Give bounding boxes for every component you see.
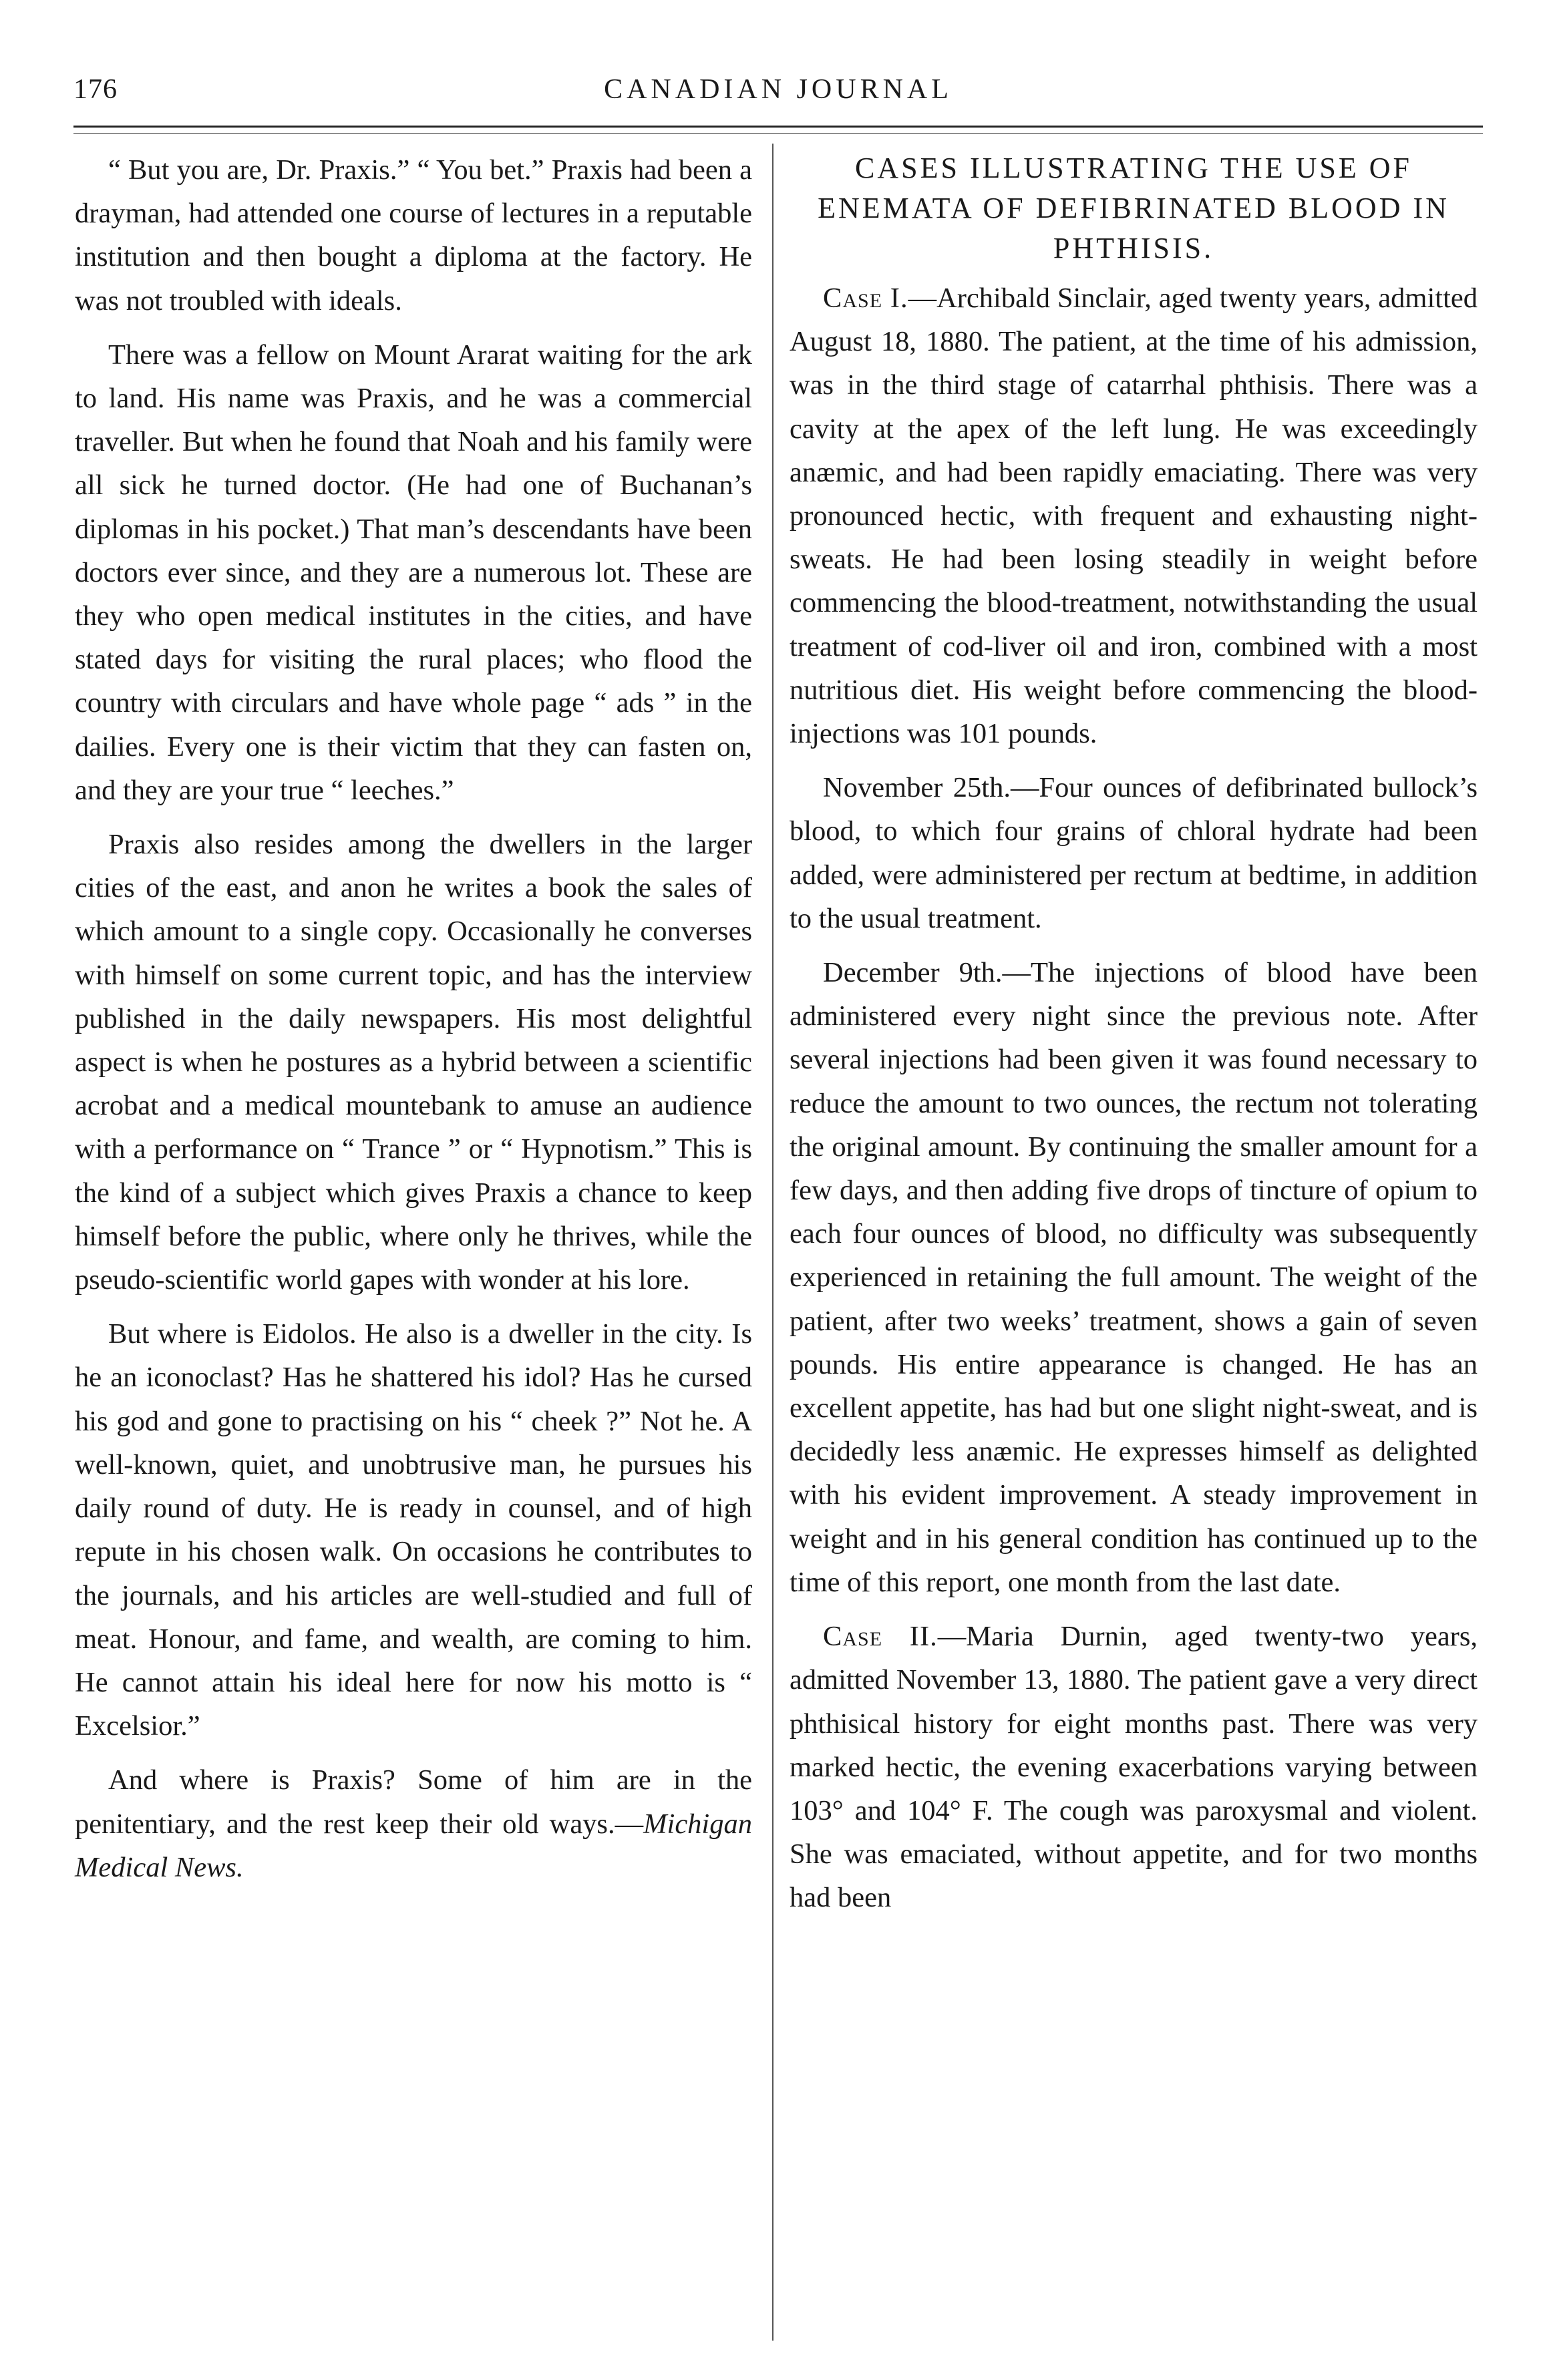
case-text: —Maria Durnin, aged twenty-two years, admitted November 13, 1880. The patient gave a very direct phthisical history for eight months past. There was very marked hectic, the evening exacerbations varying between 103° and 104° F. The cough was paroxysmal and violent. She was emaciated, without appetite, and for two months had been: [790, 1621, 1478, 1914]
case-label: Case II.: [823, 1621, 938, 1653]
closing-paragraph: [75, 1758, 752, 1889]
running-head: CANADIAN JOURNAL: [604, 74, 953, 105]
page-number: 176: [73, 74, 118, 105]
case-text: —Archibald Sinclair, aged twenty years, admitted August 18, 1880. The patient, at the time of his admission, was in the third stage of catarrhal phthisis. There was a cavity at the apex of the left lung. He was exceedingly anæmic, and had been rapidly emaciating. There was very pronounced hectic, with frequent and exhausting night-sweats. He had been losing steadily in weight before commencing the blood-treatment, notwithstanding the usual treatment of cod-liver oil and iron, combined with a most nutritious diet. His weight before commencing the blood-injections was 101 pounds.: [790, 282, 1478, 750]
paragraph: But where is Eidolos. He also is a dweller in the city. Is he an iconoclast? Has he shattered his idol? Has he cursed his god and gone to practising on his “ cheek ?” Not he. A well-known, quiet, and unobtrusive man, he pursues his daily round of duty. He is ready in counsel, and of high repute in his chosen walk. On occasions he contributes to the journals, and his articles are well-studied and full of meat. Honour, and fame, and wealth, are coming to him. He cannot attain his ideal here for now his motto is “ Excelsior.”: [75, 1318, 752, 1742]
header-rule: [73, 126, 1483, 128]
article-title: CASES ILLUSTRATING THE USE OF ENEMATA OF DEFIBRINATED BLOOD IN PHTHISIS.: [818, 152, 1449, 264]
paragraph: Praxis also resides among the dwellers in the larger cities of the east, and anon he writes a book the sales of which amount to a single copy. Occasionally he converses with himself on some current topic, and has the interview published in the daily newspapers. His most delightful aspect is when he postures as a hybrid between a scientific acrobat and a medical mountebank to amuse an audience with a performance on “ Trance ” or “ Hypnotism.” This is the kind of a subject which gives Praxis a chance to keep himself before the public, where only he thrives, while the pseudo-scientific world gapes with wonder at his lore.: [75, 829, 752, 1296]
header-rule-thin: [73, 133, 1483, 134]
left-column: [75, 148, 752, 1889]
column-divider: [772, 144, 774, 2341]
paragraph: November 25th.—Four ounces of defibrinated bullock’s blood, to which four grains of chloral hydrate had been added, were administered per rectum at bedtime, in addition to the usual treatment.: [790, 772, 1478, 934]
closing-text: And where is Praxis? Some of him are in the penitentiary, and the rest keep their old ways.—: [75, 1764, 752, 1840]
paragraph: December 9th.—The injections of blood have been administered every night since the previous note. After several injections had been given it was found necessary to reduce the amount to two ounces, the rectum not tolerating the original amount. By continuing the smaller amount for a few days, and then adding five drops of tincture of opium to each four ounces of blood, no difficulty was subsequently experienced in retaining the full amount. The weight of the patient, after two weeks’ treatment, shows a gain of seven pounds. His entire appearance is changed. He has an excellent appetite, has had but one slight night-sweat, and is decidedly less anæmic. He expresses himself as delighted with his evident improvement. A steady improvement in weight and in his general condition has continued up to the time of this report, one month from the last date.: [790, 957, 1478, 1598]
case-paragraph: [790, 276, 1478, 755]
right-column: [790, 148, 1478, 1920]
case-label: Case I.: [823, 282, 908, 314]
source-citation: Michigan Medical News.: [75, 1808, 752, 1883]
paragraph: “ But you are, Dr. Praxis.” “ You bet.” Praxis had been a drayman, had attended one course of lectures in a reputable institution and then bought a diploma at the factory. He was not troubled with ideals.: [75, 154, 752, 317]
case-paragraph: [790, 1615, 1478, 1919]
paragraph: There was a fellow on Mount Ararat waiting for the ark to land. His name was Praxis, and he was a commercial traveller. But when he found that Noah and his family were all sick he turned doctor. (He had one of Buchanan’s diplomas in his pocket.) That man’s descendants have been doctors ever since, and they are a numerous lot. These are they who open medical institutes in the cities, and have stated days for visiting the rural places; who flood the country with circulars and have whole page “ ads ” in the dailies. Every one is their victim that they can fasten on, and they are your true “ leeches.”: [75, 339, 752, 806]
page-header: [73, 73, 1483, 120]
